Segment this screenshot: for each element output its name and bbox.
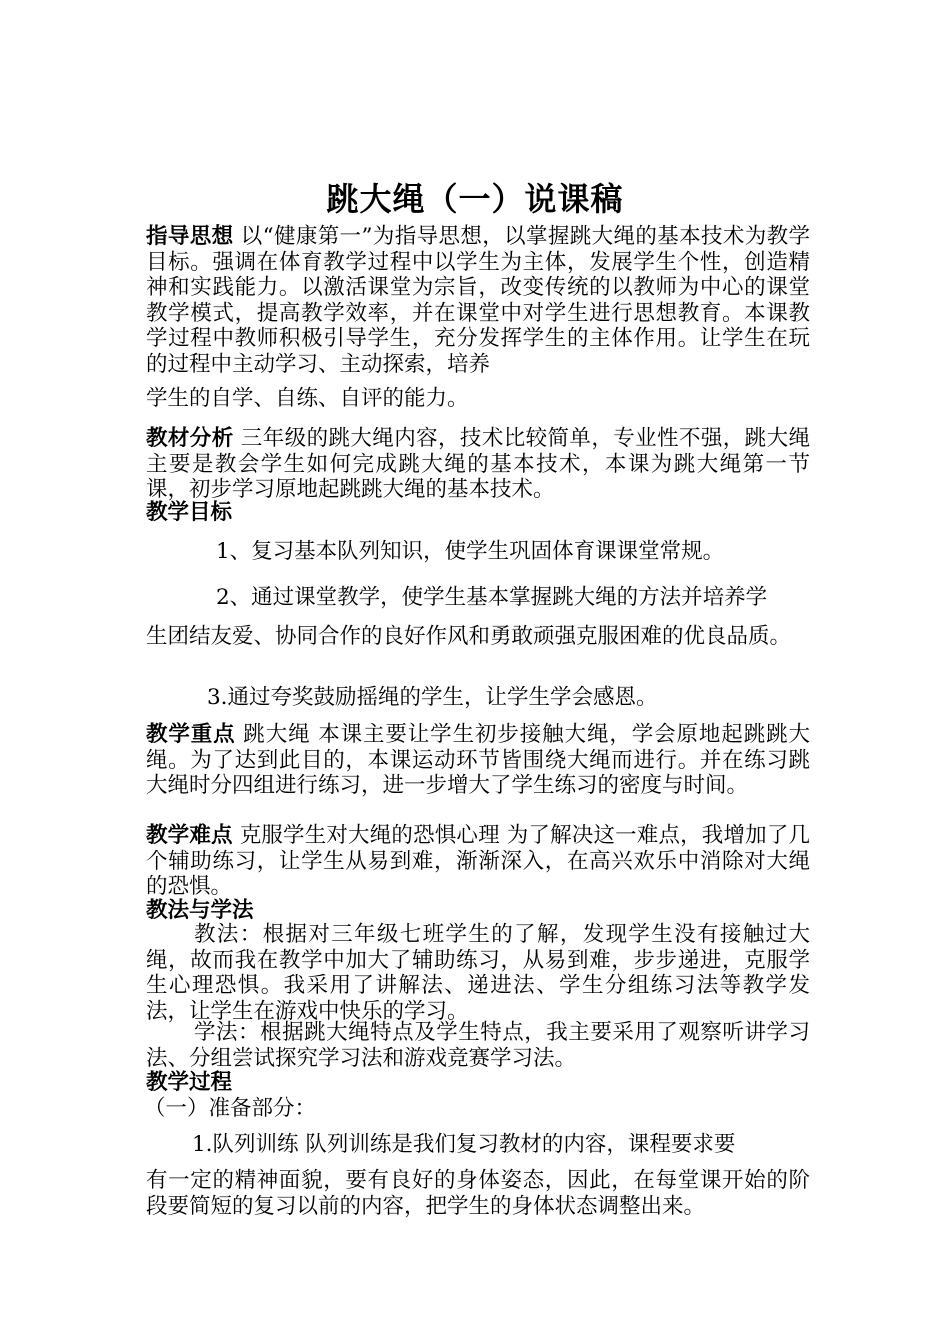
- difficulty-section: [146, 823, 810, 900]
- key-point-section: [146, 722, 810, 799]
- goals-heading: 教学目标: [146, 500, 233, 525]
- goal-item-1: 1、复习基本队列知识，使学生巩固体育课课堂常规。: [216, 539, 725, 564]
- guiding-heading: 指导思想: [146, 224, 234, 249]
- material-heading: 教材分析: [146, 426, 234, 451]
- process-item-1-first-line: 1.队列训练 队列训练是我们复习教材的内容，课程要求要: [192, 1132, 736, 1157]
- guiding-text-continued: 学生的自学、自练、自评的能力。: [146, 386, 469, 411]
- difficulty-text: 克服学生对大绳的恐惧心理 为了解决这一难点，我增加了几个辅助练习，让学生从易到难，渐渐深入，在高兴欢乐中消除对大绳的恐惧。: [146, 823, 810, 900]
- key-point-heading: 教学重点: [146, 722, 236, 747]
- document-title: 跳大绳（一）说课稿: [326, 180, 624, 218]
- learning-method-text: 学法：根据跳大绳特点及学生特点，我主要采用了观察听讲学习法、分组尝试探究学习法和游戏竞赛学习法。: [146, 1020, 810, 1071]
- guiding-text: 以“健康第一”为指导思想，以掌握跳大绳的基本技术为教学目标。强调在体育教学过程中以学生为主体，发展学生个性，创造精神和实践能力。以激活课堂为宗旨，改变传统的以教师为中心的课堂教学模式，提高教学效率，并在课堂中对学生进行思想教育。本课教学过程中教师积极引导学生，充分发挥学生的主体作用。让学生在玩的过程中主动学习、主动探索，培养: [146, 224, 810, 377]
- material-section: [146, 426, 810, 503]
- goal-item-2-first-line: 2、通过课堂教学，使学生基本掌握跳大绳的方法并培养学: [216, 585, 768, 610]
- process-part-1: （一）准备部分：: [144, 1096, 317, 1121]
- goal-item-3: 3.通过夸奖鼓励摇绳的学生，让学生学会感恩。: [207, 685, 658, 710]
- methods-heading: 教法与学法: [146, 898, 254, 923]
- process-heading: 教学过程: [146, 1070, 233, 1095]
- difficulty-heading: 教学难点: [146, 823, 233, 848]
- material-text: 三年级的跳大绳内容，技术比较简单，专业性不强，跳大绳主要是教会学生如何完成跳大绳的基本技术，本课为跳大绳第一节课，初步学习原地起跳跳大绳的基本技术。: [146, 426, 810, 503]
- goal-item-2-continued: 生团结友爱、协同合作的良好作风和勇敢顽强克服困难的优良品质。: [146, 624, 792, 649]
- key-point-text: 跳大绳 本课主要让学生初步接触大绳，学会原地起跳跳大绳。为了达到此目的，本课运动环节皆围绕大绳而进行。并在练习跳大绳时分四组进行练习，进一步增大了学生练习的密度与时间。: [146, 722, 810, 799]
- guiding-section: [146, 224, 810, 378]
- process-item-1-continued: 有一定的精神面貌，要有良好的身体姿态，因此，在每堂课开始的阶段要简短的复习以前的内容，把学生的身体状态调整出来。: [146, 1168, 810, 1219]
- teaching-method-text: 教法：根据对三年级七班学生的了解，发现学生没有接触过大绳，故而我在教学中加大了辅助练习，从易到难，步步递进，克服学生心理恐惧。我采用了讲解法、递进法、学生分组练习法等教学发法，让学生在游戏中快乐的学习。: [146, 922, 810, 1024]
